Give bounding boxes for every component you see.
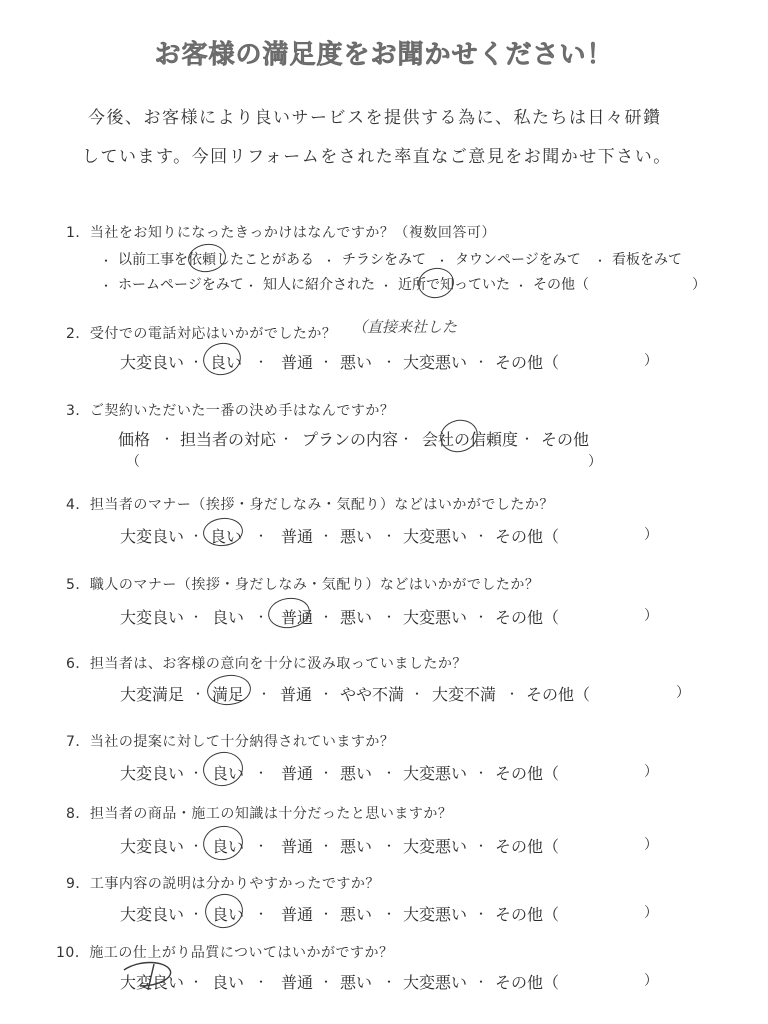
option[interactable]: 大変不満	[432, 685, 497, 704]
option[interactable]: 大変悪い	[403, 837, 468, 856]
option[interactable]: 普通	[281, 837, 314, 856]
option[interactable]: 大変良い	[120, 608, 185, 627]
question-5: 5．職人のマナー（挨拶・身だしなみ・気配り）などはいかがでしたか？	[66, 577, 540, 593]
option[interactable]: 良い	[210, 353, 243, 372]
option[interactable]: 会社の信頼度	[422, 430, 519, 449]
option[interactable]: 悪い	[340, 973, 373, 992]
option[interactable]: その他（	[495, 973, 560, 992]
option[interactable]: その他（	[533, 277, 589, 293]
option[interactable]: 悪い	[340, 527, 373, 546]
option[interactable]: 大変良い	[120, 353, 185, 372]
question-10: 10．施工の仕上がり品質についてはいかがですか？	[56, 945, 394, 961]
option[interactable]: 良い	[212, 837, 245, 856]
option[interactable]: 大変良い	[120, 527, 185, 546]
option[interactable]: 良い	[210, 527, 243, 546]
question-8: 8．担当者の商品・施工の知識は十分だったと思いますか？	[66, 806, 453, 822]
option[interactable]: 悪い	[340, 764, 373, 783]
option[interactable]: 悪い	[340, 837, 373, 856]
option[interactable]: その他	[541, 430, 590, 449]
survey-page: お客様の満足度をお聞かせください！ 今後、お客様により良いサービスを提供する為に、私たちは日々研鑽 しています。今回リフォームをされた率直なご意見をお聞かせ下さい。 1．当社をお知りになったきっかけはなんですか？（複数回答可） ・ 以前工事を依頼したことがある ・ チラシをみて ・ タウンページをみて ・ 看板をみて ・ ホームページをみて ・ 知人に紹介された ・ 近所で知っていた ・ その他（ ） 2．受付での電話対応はいかがでしたか？ （直接来社した 大変良い ・ 良い ・ 普通 ・ 悪い ・ 大変悪い ・ その他（ ） 3．ご契約いただいた一番の決め手はなんですか？ 価格 ・ 担当者の対応 ・ プランの内容 ・ 会社の信頼度 ・ その他 （ ） 4．担当者のマナー（挨拶・身だしなみ・気配り）などはいかがでしたか？ 大変良い ・ 良い ・ 普通 ・ 悪い ・ 大変悪い ・ その他（ ） 5．職人のマナー（挨拶・身だしなみ・気配り）などはいかがでしたか？ 大変良い ・ 良い ・ 普通 ・ 悪い ・ 大変悪い ・ その他（ ） 6．担当者は、お客様の意向を十分に汲み取っていましたか？ 大変満足 ・ 満足 ・ 普通 ・ やや不満 ・ 大変不満 ・ その他（ ） 7．当社の提案に対して十分納得されていますか？ 大変良い ・ 良い ・ 普通 ・ 悪い ・ 大変悪い ・ その他（ ） 8．担当者の商品・施工の知識は十分だったと思いますか？ 大変良い ・ 良い ・ 普通 ・ 悪い ・ 大変悪い ・ その他（ ） 9．工事内容の説明は分かりやすかったですか？ 大変良い ・ 良い ・ 普通 ・ 悪い ・ 大変悪い ・ その他（ ） 10．施工の仕上がり品質についてはいかがですか？ 大変良い ・ 良い ・ 普通 ・ 悪い ・ 大変悪い ・ その他（ ）	[0, 0, 768, 1024]
intro-line-2: しています。今回リフォームをされた率直なご意見をお聞かせ下さい。	[82, 147, 672, 167]
option[interactable]: その他（	[495, 764, 560, 783]
option[interactable]: 大変満足	[120, 685, 185, 704]
option[interactable]: 良い	[212, 764, 245, 783]
option[interactable]: その他（	[495, 527, 560, 546]
option[interactable]: プランの内容	[302, 430, 399, 449]
option[interactable]: 悪い	[340, 608, 373, 627]
option[interactable]: その他（	[526, 685, 591, 704]
option[interactable]: 大変悪い	[403, 608, 468, 627]
question-9: 9．工事内容の説明は分かりやすかったですか？	[66, 876, 380, 892]
option[interactable]: 大変悪い	[403, 353, 468, 372]
page-title: お客様の満足度をお聞かせください！	[154, 40, 614, 70]
question-4: 4．担当者のマナー（挨拶・身だしなみ・気配り）などはいかがでしたか？	[66, 497, 554, 513]
option[interactable]: 普通	[280, 685, 313, 704]
option[interactable]: 大変良い	[120, 905, 185, 924]
option[interactable]: 価格	[118, 430, 151, 449]
question-3: 3．ご契約いただいた一番の決め手はなんですか？	[66, 403, 395, 419]
option[interactable]: 普通	[281, 905, 314, 924]
question-2: 2．受付での電話対応はいかがでしたか？	[66, 326, 337, 342]
option[interactable]: 大変悪い	[403, 973, 468, 992]
option[interactable]: その他（	[495, 905, 560, 924]
option[interactable]: 良い	[212, 973, 245, 992]
option[interactable]: 普通	[281, 608, 314, 627]
option[interactable]: 大変良い	[120, 764, 185, 783]
option[interactable]: 看板をみて	[612, 252, 682, 268]
option[interactable]: その他（	[495, 608, 560, 627]
option[interactable]: やや不満	[340, 685, 405, 704]
handwritten-note: （直接来社した	[352, 318, 458, 336]
option[interactable]: 良い	[212, 608, 245, 627]
option[interactable]: 悪い	[340, 905, 373, 924]
intro-line-1: 今後、お客様により良いサービスを提供する為に、私たちは日々研鑽	[88, 108, 662, 128]
option[interactable]: 普通	[281, 973, 314, 992]
option[interactable]: 普通	[281, 353, 314, 372]
option[interactable]: 普通	[281, 764, 314, 783]
option[interactable]: 普通	[281, 527, 314, 546]
option[interactable]: 大変悪い	[403, 527, 468, 546]
option[interactable]: 担当者の対応	[180, 430, 277, 449]
option[interactable]: その他（	[495, 353, 560, 372]
option[interactable]: タウンページをみて	[455, 252, 581, 268]
option[interactable]: 良い	[212, 905, 245, 924]
option[interactable]: 大変悪い	[403, 764, 468, 783]
option[interactable]: ホームページをみて	[118, 277, 244, 293]
question-6: 6．担当者は、お客様の意向を十分に汲み取っていましたか？	[66, 656, 467, 672]
option[interactable]: 以前工事を依頼したことがある	[118, 252, 314, 268]
option[interactable]: 近所で知っていた	[398, 277, 510, 293]
option[interactable]: 大変悪い	[403, 905, 468, 924]
question-7: 7．当社の提案に対して十分納得されていますか？	[66, 734, 395, 750]
option[interactable]: チラシをみて	[342, 252, 426, 268]
option[interactable]: 大変良い	[120, 837, 185, 856]
option[interactable]: 悪い	[340, 353, 373, 372]
option[interactable]: その他（	[495, 837, 560, 856]
question-1: 1．当社をお知りになったきっかけはなんですか？（複数回答可）	[66, 225, 496, 241]
option[interactable]: 大変良い	[120, 973, 185, 992]
option[interactable]: 知人に紹介された	[263, 277, 375, 293]
option[interactable]: 満足	[212, 685, 245, 704]
